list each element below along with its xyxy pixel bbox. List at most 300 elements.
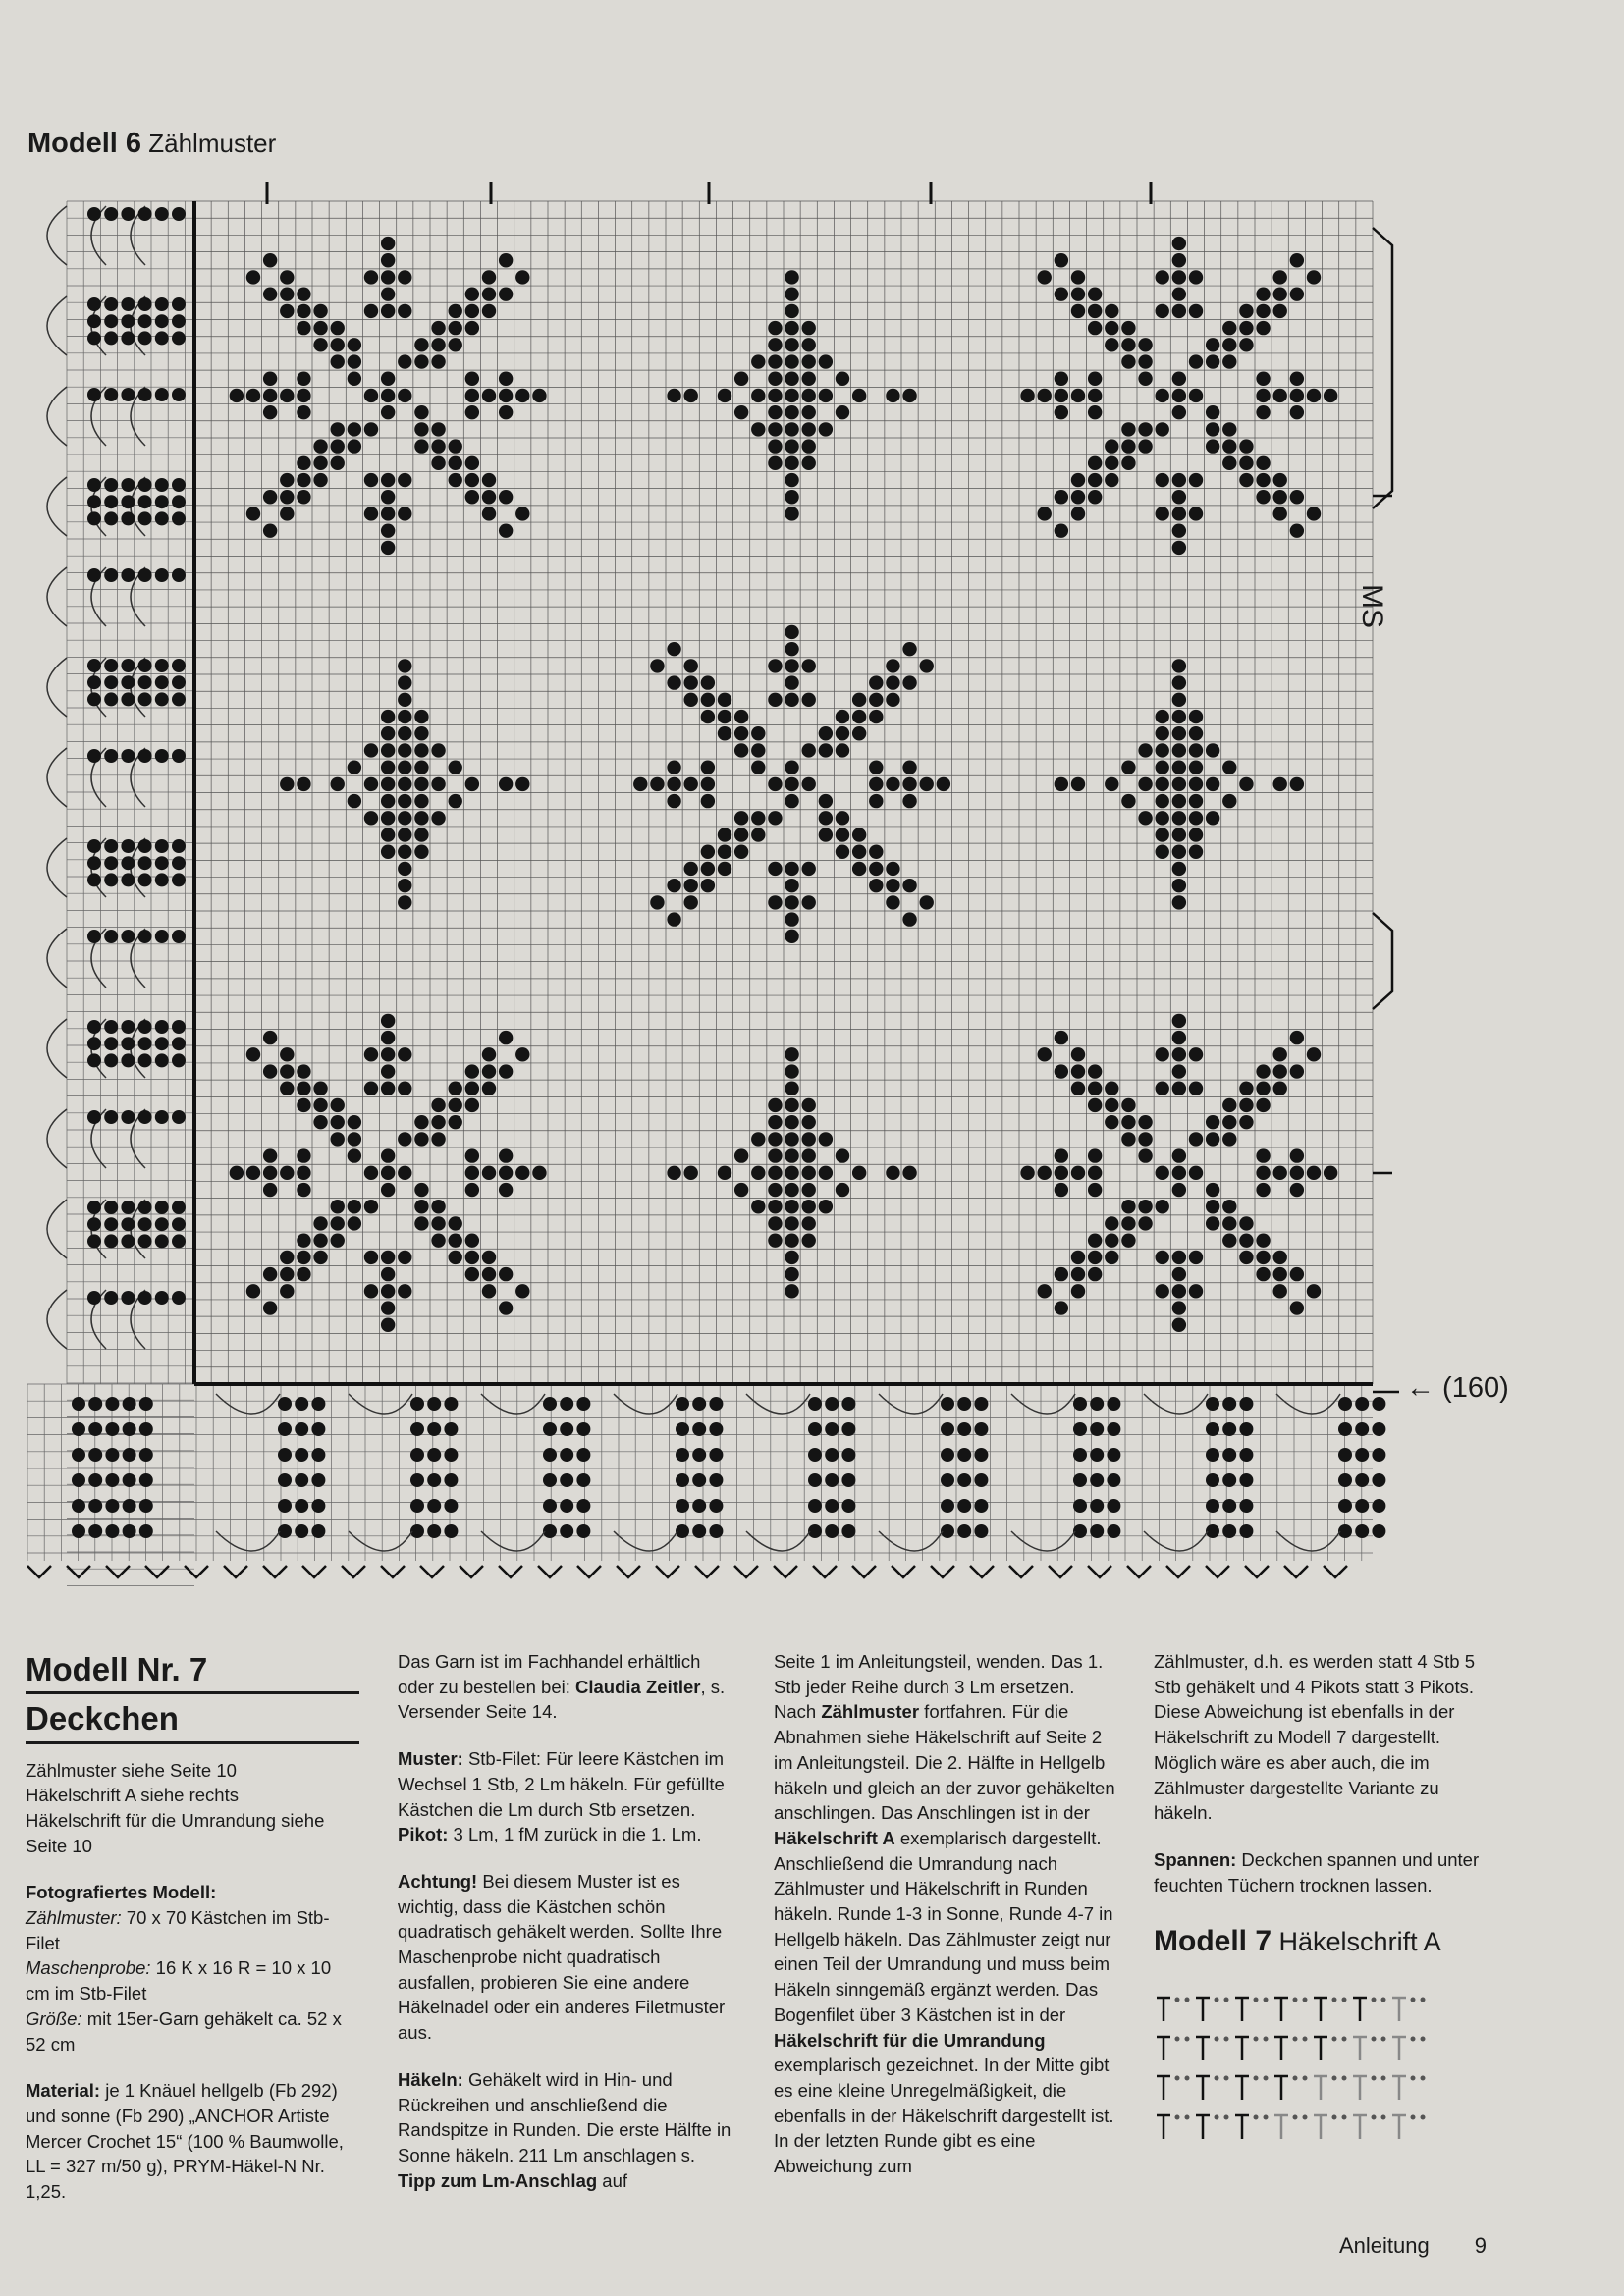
filled-mesh-dot <box>1256 1166 1270 1180</box>
filled-mesh-dot <box>297 304 310 318</box>
border-dot <box>138 1053 152 1067</box>
filled-mesh-dot <box>650 659 664 672</box>
filled-mesh-dot <box>1239 1251 1253 1264</box>
border-dot <box>138 478 152 492</box>
intro-text: Zählmuster siehe Seite 10 Häkelschrift A siehe rechts Häkelschrift für die Umrandung siehe Seite 10 <box>26 1759 325 1856</box>
border-dot <box>121 495 135 508</box>
bottom-dot <box>1355 1524 1369 1538</box>
filled-mesh-dot <box>364 743 378 757</box>
filled-mesh-dot <box>1172 743 1186 757</box>
filled-mesh-dot <box>515 1047 529 1061</box>
filled-mesh-dot <box>465 321 479 335</box>
border-dot <box>155 568 169 582</box>
bottom-dot <box>1239 1448 1253 1462</box>
bottom-dot <box>295 1473 308 1487</box>
filled-mesh-dot <box>734 743 748 757</box>
filled-mesh-dot <box>785 693 798 707</box>
filled-mesh-dot <box>902 389 916 402</box>
filled-mesh-dot <box>331 456 345 470</box>
filled-mesh-dot <box>280 1082 294 1095</box>
bottom-dot <box>1107 1473 1120 1487</box>
border-dot <box>172 478 186 492</box>
filled-mesh-dot <box>819 389 833 402</box>
bottom-picot <box>1127 1566 1151 1577</box>
filled-mesh-dot <box>414 405 428 419</box>
filled-mesh-dot <box>297 287 310 300</box>
filled-mesh-dot <box>381 726 395 740</box>
border-dot <box>121 1201 135 1214</box>
filled-mesh-dot <box>263 1148 277 1162</box>
filled-mesh-dot <box>768 693 782 707</box>
filled-mesh-dot <box>1055 1301 1068 1314</box>
chain-dot <box>1185 2115 1190 2120</box>
filled-mesh-dot <box>1222 1216 1236 1230</box>
border-dot <box>138 207 152 221</box>
stitch-symbol <box>1274 1998 1288 2021</box>
filled-mesh-dot <box>667 879 680 892</box>
bottom-dot <box>410 1524 424 1538</box>
filled-mesh-dot <box>1189 794 1203 808</box>
filled-mesh-dot <box>785 1233 798 1247</box>
stitch-symbol <box>1353 2076 1367 2100</box>
footer-section: Anleitung <box>1339 2233 1430 2258</box>
filled-mesh-dot <box>1071 389 1085 402</box>
filled-mesh-dot <box>348 372 361 386</box>
bottom-picot <box>1009 1566 1033 1577</box>
border-dot <box>121 1037 135 1050</box>
filled-mesh-dot <box>852 389 866 402</box>
filled-mesh-dot <box>1172 675 1186 689</box>
filled-mesh-dot <box>398 760 411 774</box>
filled-mesh-dot <box>1156 1284 1169 1298</box>
chart-title: Modell 6 Zählmuster <box>27 128 277 159</box>
filled-mesh-dot <box>1121 1115 1135 1129</box>
filled-mesh-dot <box>701 693 715 707</box>
filled-mesh-dot <box>852 828 866 841</box>
chain-dot <box>1372 1998 1377 2002</box>
border-dot <box>121 207 135 221</box>
border-dot <box>121 314 135 328</box>
bottom-dot <box>957 1422 971 1436</box>
filled-mesh-dot <box>785 1132 798 1146</box>
border-dot <box>138 297 152 311</box>
stitch-symbol <box>1235 1998 1249 2021</box>
border-dot <box>87 873 101 886</box>
bottom-dot <box>295 1524 308 1538</box>
filled-mesh-dot <box>1105 1251 1118 1264</box>
filled-mesh-dot <box>1156 270 1169 284</box>
bottom-dot <box>676 1524 689 1538</box>
bottom-dot <box>974 1397 988 1411</box>
filled-mesh-dot <box>381 1301 395 1314</box>
chain-dot <box>1411 1998 1416 2002</box>
filled-mesh-dot <box>734 1148 748 1162</box>
filled-mesh-dot <box>482 473 496 487</box>
filled-mesh-dot <box>398 693 411 707</box>
bottom-dot <box>427 1448 441 1462</box>
filled-mesh-dot <box>263 372 277 386</box>
bottom-picot <box>342 1566 365 1577</box>
filled-mesh-dot <box>381 845 395 859</box>
filled-mesh-dot <box>802 422 816 436</box>
filled-mesh-dot <box>667 777 680 791</box>
filled-mesh-dot <box>465 372 479 386</box>
bottom-dot <box>427 1524 441 1538</box>
filled-mesh-dot <box>1088 321 1102 335</box>
filled-mesh-dot <box>1038 270 1052 284</box>
stitch-symbol <box>1392 2076 1406 2100</box>
filled-mesh-dot <box>1307 1166 1321 1180</box>
filled-mesh-dot <box>1172 405 1186 419</box>
filled-mesh-dot <box>1239 439 1253 453</box>
filled-mesh-dot <box>902 912 916 926</box>
filled-mesh-dot <box>1172 389 1186 402</box>
bottom-dot <box>1338 1499 1352 1513</box>
filled-mesh-dot <box>449 304 462 318</box>
filled-mesh-dot <box>263 1267 277 1281</box>
bottom-dot <box>295 1422 308 1436</box>
filled-mesh-dot <box>465 405 479 419</box>
filled-mesh-dot <box>1172 895 1186 909</box>
bottom-picot <box>656 1566 679 1577</box>
stitch-symbol <box>1392 1998 1406 2021</box>
bottom-picot <box>774 1566 797 1577</box>
chain-dot <box>1293 2115 1298 2120</box>
filled-mesh-dot <box>499 1301 513 1314</box>
chain-dot <box>1254 1998 1259 2002</box>
corner-dot <box>139 1473 153 1487</box>
filled-mesh-dot <box>1071 1047 1085 1061</box>
chain-dot <box>1411 2076 1416 2081</box>
filled-mesh-dot <box>364 1047 378 1061</box>
bottom-dot <box>311 1473 325 1487</box>
border-dot <box>138 314 152 328</box>
filled-mesh-dot <box>465 1148 479 1162</box>
filled-mesh-dot <box>1138 1216 1152 1230</box>
filled-mesh-dot <box>465 777 479 791</box>
filled-mesh-dot <box>785 372 798 386</box>
filled-mesh-dot <box>785 930 798 943</box>
bottom-dot <box>974 1524 988 1538</box>
bottom-dot <box>1222 1448 1236 1462</box>
filled-mesh-dot <box>449 1216 462 1230</box>
filled-mesh-dot <box>414 354 428 368</box>
article-column-3 <box>774 1649 1117 2201</box>
filled-mesh-dot <box>1307 1284 1321 1298</box>
filled-mesh-dot <box>381 1064 395 1078</box>
bottom-dot <box>709 1473 723 1487</box>
border-dot <box>172 388 186 401</box>
filled-mesh-dot <box>414 1183 428 1197</box>
filled-mesh-dot <box>684 1166 698 1180</box>
filled-mesh-dot <box>1189 1132 1203 1146</box>
filled-mesh-dot <box>449 1251 462 1264</box>
filled-mesh-dot <box>1156 1166 1169 1180</box>
filled-mesh-dot <box>331 354 345 368</box>
border-dot <box>104 1110 118 1124</box>
bottom-dot <box>825 1397 839 1411</box>
filled-mesh-dot <box>1189 811 1203 825</box>
filled-mesh-dot <box>1206 1200 1219 1213</box>
filled-mesh-dot <box>852 1166 866 1180</box>
border-dot <box>172 692 186 706</box>
filled-mesh-dot <box>1256 1064 1270 1078</box>
chain-dot <box>1215 2076 1219 2081</box>
filled-mesh-dot <box>1156 422 1169 436</box>
filled-mesh-dot <box>297 1098 310 1112</box>
filled-mesh-dot <box>431 777 445 791</box>
bottom-dot <box>676 1422 689 1436</box>
border-dot <box>87 1037 101 1050</box>
border-dot <box>172 749 186 763</box>
filled-mesh-dot <box>499 287 513 300</box>
filled-mesh-dot <box>869 760 883 774</box>
bottom-dot <box>311 1448 325 1462</box>
haekeln-section: Häkeln: Gehäkelt wird in Hin- und Rückreihen und anschließend die Randspitze in Runden. Die erste Hälfte in Sonne häkeln. 211 Lm anschlagen s. Tipp zum Lm-Anschlag auf <box>398 2068 731 2191</box>
filled-mesh-dot <box>1222 1115 1236 1129</box>
filled-mesh-dot <box>1071 490 1085 504</box>
border-dot <box>138 1217 152 1231</box>
filled-mesh-dot <box>1121 456 1135 470</box>
bottom-dot <box>1372 1448 1385 1462</box>
filled-mesh-dot <box>1088 304 1102 318</box>
bottom-dot <box>808 1499 822 1513</box>
filled-mesh-dot <box>482 1064 496 1078</box>
filled-mesh-dot <box>381 1082 395 1095</box>
bottom-dot <box>1222 1499 1236 1513</box>
bottom-picot <box>263 1566 287 1577</box>
border-dot <box>87 511 101 525</box>
filled-mesh-dot <box>886 389 899 402</box>
filled-mesh-dot <box>348 1132 361 1146</box>
corner-dot <box>105 1473 119 1487</box>
filled-mesh-dot <box>364 304 378 318</box>
filled-mesh-dot <box>768 777 782 791</box>
bottom-scallop <box>746 1394 810 1551</box>
border-dot <box>155 331 169 345</box>
filled-mesh-dot <box>297 490 310 504</box>
filled-mesh-dot <box>667 389 680 402</box>
stitch-symbol <box>1392 2115 1406 2139</box>
bottom-dot <box>1372 1397 1385 1411</box>
corner-dot <box>72 1473 85 1487</box>
bottom-dot <box>1372 1473 1385 1487</box>
filled-mesh-dot <box>1071 304 1085 318</box>
filled-mesh-dot <box>886 777 899 791</box>
filled-mesh-dot <box>751 1200 765 1213</box>
bottom-dot <box>1239 1524 1253 1538</box>
filled-mesh-dot <box>1071 473 1085 487</box>
chain-dot <box>1185 1998 1190 2002</box>
border-dot <box>155 930 169 943</box>
filled-mesh-dot <box>768 338 782 351</box>
filled-mesh-dot <box>768 354 782 368</box>
border-dot <box>87 1110 101 1124</box>
filled-mesh-dot <box>1088 1148 1102 1162</box>
bottom-dot <box>278 1422 292 1436</box>
filled-mesh-dot <box>1189 304 1203 318</box>
stitch-symbol <box>1353 2115 1367 2139</box>
filled-mesh-dot <box>1239 1082 1253 1095</box>
stitch-symbol <box>1196 2076 1210 2100</box>
filled-mesh-dot <box>1256 1148 1270 1162</box>
filled-mesh-dot <box>482 507 496 520</box>
filled-mesh-dot <box>499 1031 513 1044</box>
bottom-dot <box>692 1422 706 1436</box>
filled-mesh-dot <box>465 304 479 318</box>
corner-dot <box>105 1397 119 1411</box>
filled-mesh-dot <box>1088 287 1102 300</box>
filled-mesh-dot <box>1105 1233 1118 1247</box>
bottom-dot <box>1073 1397 1087 1411</box>
bottom-scallop <box>1276 1394 1340 1551</box>
filled-mesh-dot <box>280 1166 294 1180</box>
filled-mesh-dot <box>802 405 816 419</box>
filled-mesh-dot <box>280 777 294 791</box>
chain-dot <box>1175 1998 1180 2002</box>
bottom-picot <box>892 1566 915 1577</box>
filled-mesh-dot <box>1138 1200 1152 1213</box>
bottom-dot <box>825 1422 839 1436</box>
chain-dot <box>1303 2076 1308 2081</box>
bottom-dot <box>1206 1422 1219 1436</box>
chain-dot <box>1264 2076 1269 2081</box>
filled-mesh-dot <box>718 1166 731 1180</box>
chain-dot <box>1381 2076 1386 2081</box>
chain-dot <box>1372 2076 1377 2081</box>
bottom-picot <box>852 1566 876 1577</box>
stitch-symbol <box>1274 2115 1288 2139</box>
chain-dot <box>1332 2076 1337 2081</box>
filled-mesh-dot <box>515 507 529 520</box>
filled-mesh-dot <box>886 1166 899 1180</box>
filled-mesh-dot <box>482 490 496 504</box>
filled-mesh-dot <box>398 270 411 284</box>
filled-mesh-dot <box>313 1082 327 1095</box>
chain-dot <box>1411 2037 1416 2042</box>
filled-mesh-dot <box>1156 710 1169 723</box>
filled-mesh-dot <box>802 439 816 453</box>
filled-mesh-dot <box>414 828 428 841</box>
bottom-dot <box>709 1499 723 1513</box>
filled-mesh-dot <box>734 372 748 386</box>
filled-mesh-dot <box>1172 1301 1186 1314</box>
filled-mesh-dot <box>802 693 816 707</box>
filled-mesh-dot <box>1138 811 1152 825</box>
border-dot <box>104 692 118 706</box>
filled-mesh-dot <box>1020 1166 1034 1180</box>
filled-mesh-dot <box>1206 811 1219 825</box>
filled-mesh-dot <box>381 1251 395 1264</box>
filled-mesh-dot <box>1172 1284 1186 1298</box>
border-dot <box>87 839 101 853</box>
filled-mesh-dot <box>1138 743 1152 757</box>
filled-mesh-dot <box>667 912 680 926</box>
bottom-dot <box>543 1448 557 1462</box>
filled-mesh-dot <box>364 389 378 402</box>
border-dot <box>155 692 169 706</box>
border-dot <box>138 930 152 943</box>
article-title: Modell Nr. 7 <box>26 1651 208 1687</box>
bottom-dot <box>957 1397 971 1411</box>
border-dot <box>104 1234 118 1248</box>
corner-dot <box>123 1397 136 1411</box>
bottom-picot <box>1245 1566 1269 1577</box>
filled-mesh-dot <box>1239 1216 1253 1230</box>
border-dot <box>87 675 101 689</box>
border-dot <box>87 856 101 870</box>
border-dot <box>172 495 186 508</box>
chain-dot <box>1215 2115 1219 2120</box>
filled-mesh-dot <box>1189 1284 1203 1298</box>
chain-dot <box>1264 2115 1269 2120</box>
bottom-dot <box>808 1448 822 1462</box>
filled-mesh-dot <box>1273 270 1287 284</box>
border-dot <box>138 675 152 689</box>
bottom-dot <box>1073 1524 1087 1538</box>
filled-mesh-dot <box>718 389 731 402</box>
filled-mesh-dot <box>1172 693 1186 707</box>
filled-mesh-dot <box>1222 1233 1236 1247</box>
bottom-dot <box>974 1448 988 1462</box>
filled-mesh-dot <box>1105 473 1118 487</box>
filled-mesh-dot <box>465 1082 479 1095</box>
border-dot <box>104 1020 118 1034</box>
border-dot <box>87 1201 101 1214</box>
filled-mesh-dot <box>1088 405 1102 419</box>
filled-mesh-dot <box>499 405 513 419</box>
bottom-dot <box>1222 1422 1236 1436</box>
filled-mesh-dot <box>1273 507 1287 520</box>
filled-mesh-dot <box>297 1148 310 1162</box>
filled-mesh-dot <box>449 1098 462 1112</box>
filled-mesh-dot <box>1206 354 1219 368</box>
filled-mesh-dot <box>1239 1233 1253 1247</box>
chain-dot <box>1332 1998 1337 2002</box>
bottom-scallop <box>879 1394 943 1551</box>
bottom-dot <box>1107 1448 1120 1462</box>
filled-mesh-dot <box>1055 405 1068 419</box>
border-dot <box>155 1234 169 1248</box>
filled-mesh-dot <box>1273 1251 1287 1264</box>
corner-dot <box>123 1422 136 1436</box>
border-dot <box>87 207 101 221</box>
filled-mesh-dot <box>768 1132 782 1146</box>
filled-mesh-dot <box>1088 372 1102 386</box>
filled-mesh-dot <box>449 794 462 808</box>
filled-mesh-dot <box>902 879 916 892</box>
filled-mesh-dot <box>482 1251 496 1264</box>
filled-mesh-dot <box>348 1148 361 1162</box>
filled-mesh-dot <box>482 1267 496 1281</box>
border-dot <box>87 314 101 328</box>
filled-mesh-dot <box>684 693 698 707</box>
filled-mesh-dot <box>1121 1200 1135 1213</box>
filled-mesh-dot <box>1172 794 1186 808</box>
border-dot <box>172 1201 186 1214</box>
bottom-dot <box>1338 1448 1352 1462</box>
filled-mesh-dot <box>1055 1148 1068 1162</box>
filled-mesh-dot <box>1105 777 1118 791</box>
chain-dot <box>1303 2037 1308 2042</box>
filled-mesh-dot <box>1256 1082 1270 1095</box>
filled-mesh-dot <box>886 862 899 876</box>
filled-mesh-dot <box>348 794 361 808</box>
border-dot <box>138 511 152 525</box>
filled-mesh-dot <box>398 710 411 723</box>
filled-mesh-dot <box>768 1115 782 1129</box>
filled-mesh-dot <box>482 287 496 300</box>
